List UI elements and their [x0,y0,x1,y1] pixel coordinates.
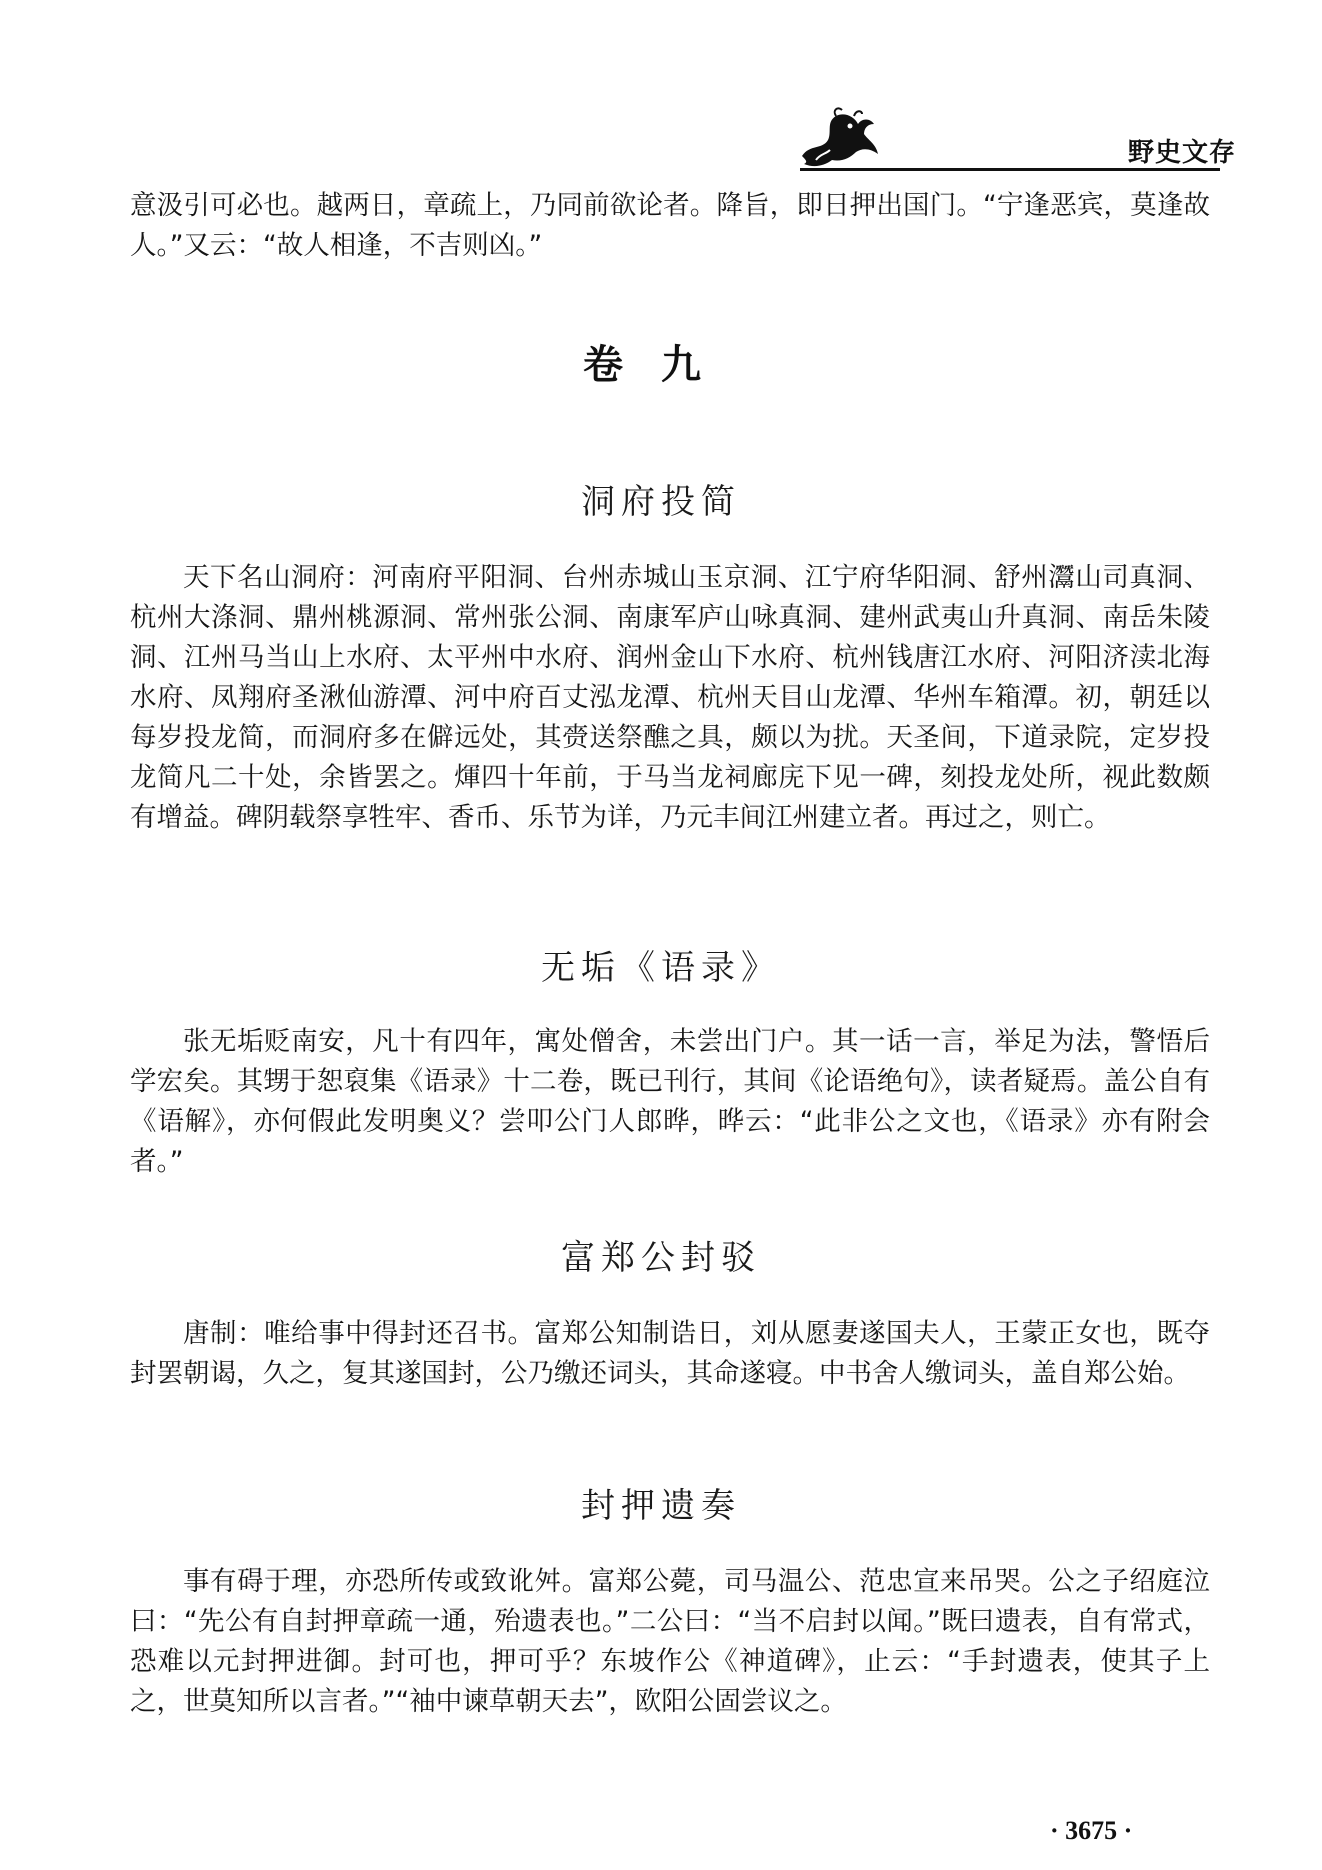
section-title-fengya: 封押遗奏 [581,1486,741,1526]
section-title-wugou: 无垢《语录》 [541,948,781,988]
section-paragraph: 天下名山洞府：河南府平阳洞、台州赤城山玉京洞、江宁府华阳洞、舒州灊山司真洞、杭州大涤洞、鼎州桃源洞、常州张公洞、南康军庐山咏真洞、建州武夷山升真洞、南岳朱陵洞、江州马当山上水府、太平州中水府、润州金山下水府、杭州钱唐江水府、河阳济渎北海水府、凤翔府圣湫仙游潭、河中府百丈泓龙潭、杭州天目山龙潭、华州车箱潭。初，朝廷以每岁投龙简，而洞府多在僻远处，其赍送祭醮之具，颇以为扰。天圣间，下道录院，定岁投龙简凡二十处，余皆罢之。煇四十年前，于马当龙祠廊庑下见一碑，刻投龙处所，视此数颇有增益。碑阴载祭享牲牢、香币、乐节为详，乃元丰间江州建立者。再过之，则亡。 [130,562,1210,833]
section-paragraph: 唐制：唯给事中得封还召书。富郑公知制诰日，刘从愿妻遂国夫人，王蒙正女也，既夺封罢朝谒，久之，复其遂国封，公乃缴还词头，其命遂寝。中书舍人缴词头，盖自郑公始。 [130,1318,1210,1389]
section-title-dongfu: 洞府投简 [581,482,741,522]
section-paragraph: 张无垢贬南安，凡十有四年，寓处僧舍，未尝出门户。其一话一言，举足为法，警悟后学宏矣。其甥于恕裒集《语录》十二卷，既已刊行，其间《论语绝句》，读者疑焉。盖公自有《语解》，亦何假此发明奥义？尝叩公门人郎晔，晔云：“此非公之文也，《语录》亦有附会者。” [130,1026,1210,1177]
section-body-wugou [130,1022,1210,1182]
header-rule [800,168,1220,171]
running-header-title: 野史文存 [1128,138,1237,168]
intro-paragraph: 意汲引可必也。越两日，章疏上，乃同前欲论者。降旨，即日押出国门。“宁逢恶宾，莫逢故人。”又云：“故人相逢，不吉则凶。” [130,190,1210,261]
intro-paragraph-block [130,186,1210,266]
page-number: · 3675 · [1050,1816,1133,1845]
section-body-fuzhenggong [130,1314,1210,1394]
dragon-emblem-icon [792,104,880,174]
volume-title: 卷九 [583,342,739,388]
section-body-fengya [130,1562,1210,1722]
section-paragraph: 事有碍于理，亦恐所传或致讹舛。富郑公薨，司马温公、范忠宣来吊哭。公之子绍庭泣曰：“先公有自封押章疏一通，殆遗表也。”二公曰：“当不启封以闻。”既曰遗表，自有常式，恐难以元封押进御。封可也，押可乎？东坡作公《神道碑》，止云：“手封遗表，使其子上之，世莫知所以言者。”“袖中谏草朝天去”，欧阳公固尝议之。 [130,1566,1210,1717]
section-body-dongfu [130,558,1210,838]
section-title-fuzhenggong: 富郑公封驳 [561,1238,761,1278]
